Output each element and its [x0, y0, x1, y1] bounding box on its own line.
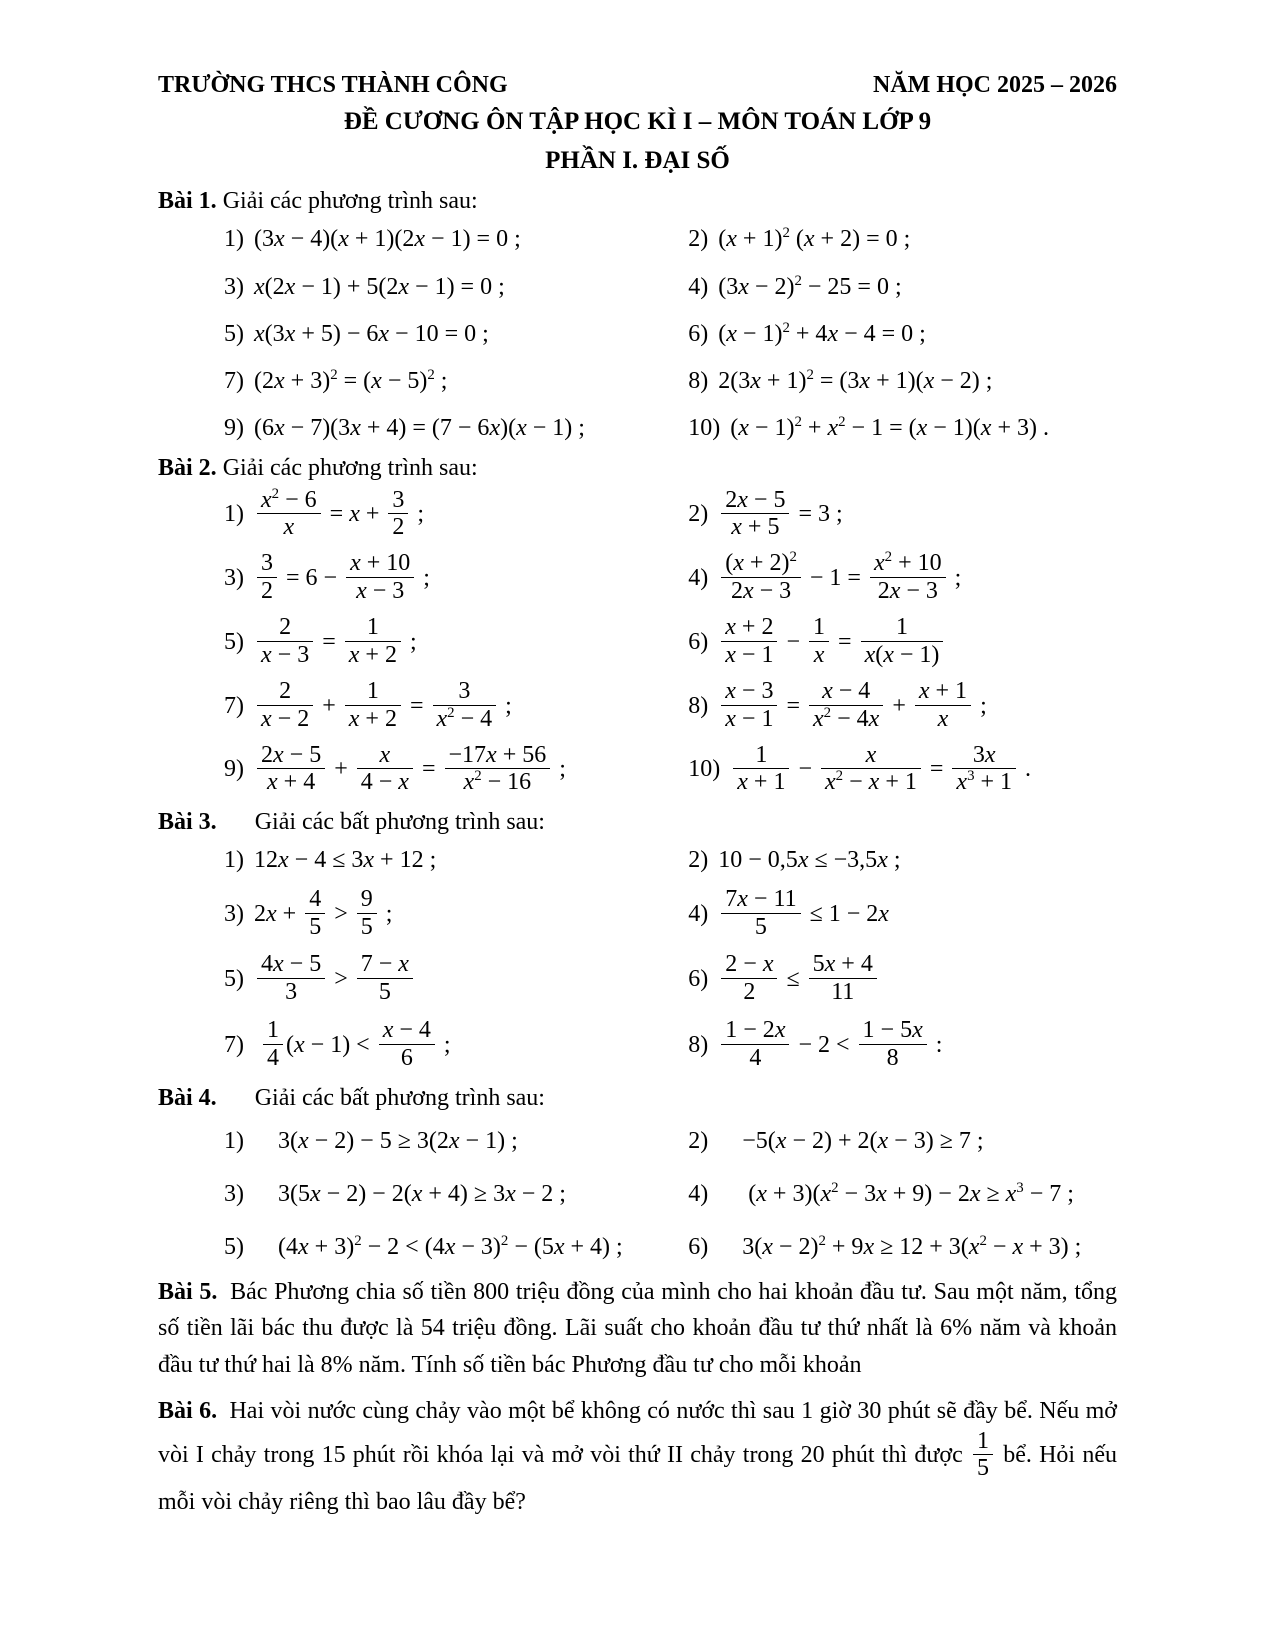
item-number: 5): [224, 628, 244, 655]
item-number: 7): [224, 1032, 244, 1059]
item-equation: $\frac{1}{x + 1}$ − $\frac{x}{x^2 - x + 1}$ = $\frac{3x}{x^3 + 1}$ .: [730, 756, 1031, 782]
problem-items: [158, 224, 1117, 444]
fraction: $\frac{x}{x^2 - x + 1}$: [821, 742, 921, 797]
item-number: 5): [224, 966, 244, 993]
problem-head: [158, 453, 1117, 484]
item-equation: x(3x + 5) − 6x − 10 = 0 ;: [254, 320, 489, 347]
fraction: $\frac{x - 3}{x - 1}$: [721, 678, 777, 733]
item-number: 7): [224, 367, 244, 394]
item-number: 3): [224, 273, 244, 300]
item-number: 1): [224, 226, 244, 253]
fraction: $\frac{3}{2}$: [388, 487, 408, 542]
item-equation: $\frac{4x - 5}{3}$ > $\frac{7 - x}{5}$: [254, 966, 416, 992]
math-item: [666, 616, 1117, 671]
item-number: 9): [224, 756, 244, 783]
item-equation: $\frac{x + 2}{x - 1}$ − $\frac{1}{x}$ = $\frac{1}{x(x - 1)}$: [718, 629, 946, 655]
item-number: 4): [688, 1181, 709, 1208]
item-equation: $\frac{(x + 2)^2}{2x - 3}$ − 1 = $\frac{x^2 + 10}{2x - 3}$ ;: [718, 565, 961, 591]
problem-label: Bài 5.: [158, 1278, 225, 1305]
fraction: $\frac{2}{x - 2}$: [257, 678, 313, 733]
fraction: $\frac{1}{x + 1}$: [733, 742, 789, 797]
item-equation: $\frac{2x - 5}{x + 5}$ = 3 ;: [718, 501, 842, 527]
math-item: [158, 741, 666, 799]
item-number: 6): [688, 628, 709, 655]
item-equation: $(2x + 3)^2 = (x - 5)^2$ ;: [254, 366, 448, 394]
fraction: $\frac{1}{4}$: [263, 1017, 283, 1072]
fraction: $\frac{x - 4}{x^2 - 4x}$: [809, 678, 883, 733]
math-item: [158, 1019, 666, 1074]
item-number: 1): [224, 1128, 244, 1155]
item-number: 8): [688, 1032, 709, 1059]
math-item: [158, 1232, 666, 1263]
fraction: $\frac{1 - 5x}{8}$: [859, 1017, 927, 1072]
math-item: [666, 224, 1117, 255]
item-equation: 3(5x − 2) − 2(x + 4) ≥ 3x − 2 ;: [278, 1181, 566, 1208]
fraction: $\frac{7 - x}{5}$: [357, 951, 413, 1006]
item-equation: $\frac{1 - 2x}{4}$ − 2 < $\frac{1 - 5x}{8}$ :: [718, 1032, 942, 1058]
math-item: [158, 616, 666, 671]
problem-items: [158, 845, 1117, 1073]
math-item: [666, 272, 1117, 303]
fraction: $\frac{1}{5}$: [973, 1428, 993, 1483]
item-number: 6): [688, 1234, 709, 1261]
problem-text: Bác Phương chia số tiền 800 triệu đồng của mình cho hai khoản đầu tư. Sau một năm, tổng số tiền lãi bác thu được là 54 triệu đồng. Lãi suất cho khoản đầu tư thứ nhất là 6% năm và khoản đầu tư thứ hai là 8% năm. Tính số tiền bác Phương đầu tư cho mỗi khoản: [158, 1278, 1117, 1378]
fraction: $\frac{2x - 5}{x + 4}$: [257, 742, 325, 797]
item-number: 9): [224, 415, 244, 442]
item-number: 1): [224, 501, 244, 528]
math-item: [158, 845, 666, 876]
problem-label: Bài 3.: [158, 809, 217, 836]
fraction: $\frac{x - 4}{6}$: [379, 1017, 435, 1072]
fraction: $\frac{1}{x}$: [809, 614, 829, 669]
item-equation: $(x - 1)^2 + x^2 - 1 = (x - 1)(x + 3)$ .: [730, 414, 1049, 442]
fraction: $\frac{1}{x + 2}$: [345, 614, 401, 669]
math-item: [158, 953, 666, 1008]
item-number: 10): [688, 756, 721, 783]
problem-6: [158, 1393, 1117, 1521]
math-item: [158, 224, 666, 255]
problem-3: [158, 807, 1117, 1074]
fraction: $\frac{(x + 2)^2}{2x - 3}$: [721, 550, 801, 605]
math-item: [666, 953, 1117, 1008]
item-number: 2): [688, 226, 709, 253]
fraction: $\frac{3}{x^2 - 4}$: [433, 678, 497, 733]
item-equation: x(2x − 1) + 5(2x − 1) = 0 ;: [254, 273, 505, 300]
problem-label: Bài 6.: [158, 1398, 224, 1425]
problem-2: [158, 453, 1117, 798]
problems: [158, 186, 1117, 1521]
fraction: $\frac{1 - 2x}{4}$: [721, 1017, 789, 1072]
fraction: $\frac{5x + 4}{11}$: [809, 951, 877, 1006]
math-item: [666, 741, 1117, 799]
math-item: [158, 366, 666, 397]
problem-paragraph: [158, 1393, 1117, 1521]
fraction: $\frac{2x - 5}{x + 5}$: [721, 487, 789, 542]
item-number: 4): [688, 900, 709, 927]
item-number: 3): [224, 900, 244, 927]
item-equation: $(x + 1)^2$ (x + 2) = 0 ;: [718, 225, 911, 253]
item-number: 2): [688, 1128, 709, 1155]
item-number: 5): [224, 320, 244, 347]
math-item: [158, 272, 666, 303]
fraction: $\frac{x^2 + 10}{2x - 3}$: [870, 550, 946, 605]
math-item: [158, 1179, 666, 1210]
item-number: 10): [688, 415, 721, 442]
problem-items: [158, 485, 1117, 799]
math-item: [666, 366, 1117, 397]
item-equation: $\frac{2}{x - 3}$ = $\frac{1}{x + 2}$ ;: [254, 629, 417, 655]
problem-label: Bài 4.: [158, 1084, 217, 1111]
problem-paragraph: [158, 1274, 1117, 1383]
item-equation: $(3x - 2)^2 - 25 = 0$ ;: [718, 272, 902, 300]
math-item: [666, 413, 1117, 444]
fraction: $\frac{x}{4 - x}$: [357, 742, 413, 797]
item-equation: $3(x - 2)^2 + 9x \ge 12 + 3(x^2 - x + 3)$ ;: [742, 1233, 1082, 1261]
math-item: [666, 549, 1117, 607]
item-equation: 10 − 0,5x ≤ −3,5x ;: [718, 847, 901, 874]
problem-label: Bài 1.: [158, 188, 217, 215]
problem-4: [158, 1083, 1117, 1264]
math-item: [158, 677, 666, 735]
item-equation: $\frac{2}{x - 2}$ + $\frac{1}{x + 2}$ = $\frac{3}{x^2 - 4}$ ;: [254, 693, 512, 719]
item-number: 5): [224, 1234, 244, 1261]
problem-prompt: Giải các phương trình sau:: [216, 455, 478, 482]
item-number: 4): [688, 273, 709, 300]
math-item: [158, 319, 666, 350]
item-equation: $\frac{2x - 5}{x + 4}$ + $\frac{x}{4 - x}$ = $\frac{-17x + 56}{x^2 - 16}$ ;: [254, 756, 566, 782]
item-number: 7): [224, 692, 244, 719]
item-equation: 3(x − 2) − 5 ≥ 3(2x − 1) ;: [278, 1128, 518, 1155]
math-item: [158, 552, 666, 607]
document-header: [158, 70, 1117, 101]
fraction: $\frac{x + 10}{x - 3}$: [346, 550, 414, 605]
document-page: [158, 70, 1117, 1521]
item-equation: $\frac{x - 3}{x - 1}$ = $\frac{x - 4}{x^2 - 4x}$ + $\frac{x + 1}{x}$ ;: [718, 693, 986, 719]
item-number: 3): [224, 565, 244, 592]
fraction: $\frac{4}{5}$: [305, 886, 325, 941]
math-item: [666, 677, 1117, 735]
item-equation: $\frac{2 - x}{2}$ ≤ $\frac{5x + 4}{11}$: [718, 966, 880, 992]
math-item: [666, 319, 1117, 350]
item-number: 1): [224, 847, 244, 874]
item-equation: $2(3x + 1)^2 = (3x + 1)(x - 2)$ ;: [718, 366, 993, 394]
fraction: $\frac{2}{x - 3}$: [257, 614, 313, 669]
item-equation: 2x + $\frac{4}{5}$ > $\frac{9}{5}$ ;: [254, 885, 393, 940]
item-equation: $\frac{3}{2}$ = 6 − $\frac{x + 10}{x - 3}$ ;: [254, 565, 430, 591]
math-item: [666, 1126, 1117, 1157]
math-item: [666, 1019, 1117, 1074]
math-item: [158, 1126, 666, 1157]
item-equation: $(4x + 3)^2 - 2 < (4x - 3)^2 - (5x + 4)$ ;: [278, 1233, 623, 1261]
school-name: TRƯỜNG THCS THÀNH CÔNG: [158, 72, 508, 98]
item-number: 6): [688, 966, 709, 993]
item-number: 8): [688, 367, 709, 394]
item-number: 6): [688, 320, 709, 347]
fraction: $\frac{4x - 5}{3}$: [257, 951, 325, 1006]
item-equation: 12x − 4 ≤ 3x + 12 ;: [254, 847, 437, 874]
item-equation: (6x − 7)(3x + 4) = (7 − 6x)(x − 1) ;: [254, 415, 585, 442]
item-number: 4): [688, 565, 709, 592]
item-number: 2): [688, 847, 709, 874]
item-number: 2): [688, 501, 709, 528]
problem-head: [158, 186, 1117, 217]
problem-head: [158, 807, 1117, 838]
problem-text: Hai vòi nước cùng chảy vào một bể không có nước thì sau 1 giờ 30 phút sẽ đầy bể. Nếu mở vòi I chảy trong 15 phút rồi khóa lại và mở vòi thứ II chảy trong 20 phút thì được $\frac{1}{5}$ bể. Hỏi nếu mỗi vòi chảy riêng thì bao lâu đầy bể?: [158, 1398, 1117, 1516]
problem-5: [158, 1274, 1117, 1383]
fraction: $\frac{2 - x}{2}$: [721, 951, 777, 1006]
math-item: [666, 1232, 1117, 1263]
math-item: [158, 885, 666, 943]
fraction: $\frac{7x - 11}{5}$: [721, 886, 800, 941]
fraction: $\frac{9}{5}$: [357, 886, 377, 941]
item-equation: −5(x − 2) + 2(x − 3) ≥ 7 ;: [742, 1128, 984, 1155]
problem-prompt: Giải các bất phương trình sau:: [248, 809, 545, 836]
item-equation: $\frac{7x - 11}{5}$ ≤ 1 − 2x: [718, 901, 889, 927]
math-item: [666, 486, 1117, 544]
item-equation: $\frac{1}{4}$ (x − 1) < $\frac{x - 4}{6}$ ;: [254, 1032, 451, 1058]
item-equation: $(x - 1)^2 + 4x - 4 = 0$ ;: [718, 319, 926, 347]
problem-prompt: Giải các bất phương trình sau:: [248, 1084, 545, 1111]
math-item: [158, 485, 666, 544]
math-item: [666, 885, 1117, 943]
fraction: $\frac{x^2 - 6}{x}$: [257, 487, 321, 542]
problem-1: [158, 186, 1117, 444]
item-number: 8): [688, 692, 709, 719]
item-number: 3): [224, 1181, 244, 1208]
math-item: [666, 845, 1117, 876]
fraction: $\frac{x + 2}{x - 1}$: [721, 614, 777, 669]
document-title: ĐỀ CƯƠNG ÔN TẬP HỌC KÌ I – MÔN TOÁN LỚP 9: [343, 108, 932, 136]
problem-prompt: Giải các phương trình sau:: [216, 188, 478, 215]
item-equation: (3x − 4)(x + 1)(2x − 1) = 0 ;: [254, 226, 521, 253]
math-item: [666, 1179, 1117, 1210]
school-year: NĂM HỌC 2025 – 2026: [873, 72, 1117, 98]
fraction: $\frac{3}{2}$: [257, 550, 277, 605]
problem-items: [158, 1126, 1117, 1264]
problem-label: Bài 2.: [158, 455, 217, 482]
item-equation: $(x + 3)(x^2 - 3x + 9) - 2x \ge x^3 - 7$ ;: [742, 1180, 1074, 1208]
fraction: $\frac{x + 1}{x}$: [915, 678, 971, 733]
fraction: $\frac{-17x + 56}{x^2 - 16}$: [445, 742, 551, 797]
fraction: $\frac{1}{x(x - 1)}$: [861, 614, 944, 669]
math-item: [158, 413, 666, 444]
problem-head: [158, 1083, 1117, 1114]
item-equation: $\frac{x^2 - 6}{x}$ = x + $\frac{3}{2}$ ;: [254, 501, 424, 527]
fraction: $\frac{3x}{x^3 + 1}$: [952, 742, 1016, 797]
fraction: $\frac{1}{x + 2}$: [345, 678, 401, 733]
section-title: PHẦN I. ĐẠI SỐ: [545, 146, 730, 174]
